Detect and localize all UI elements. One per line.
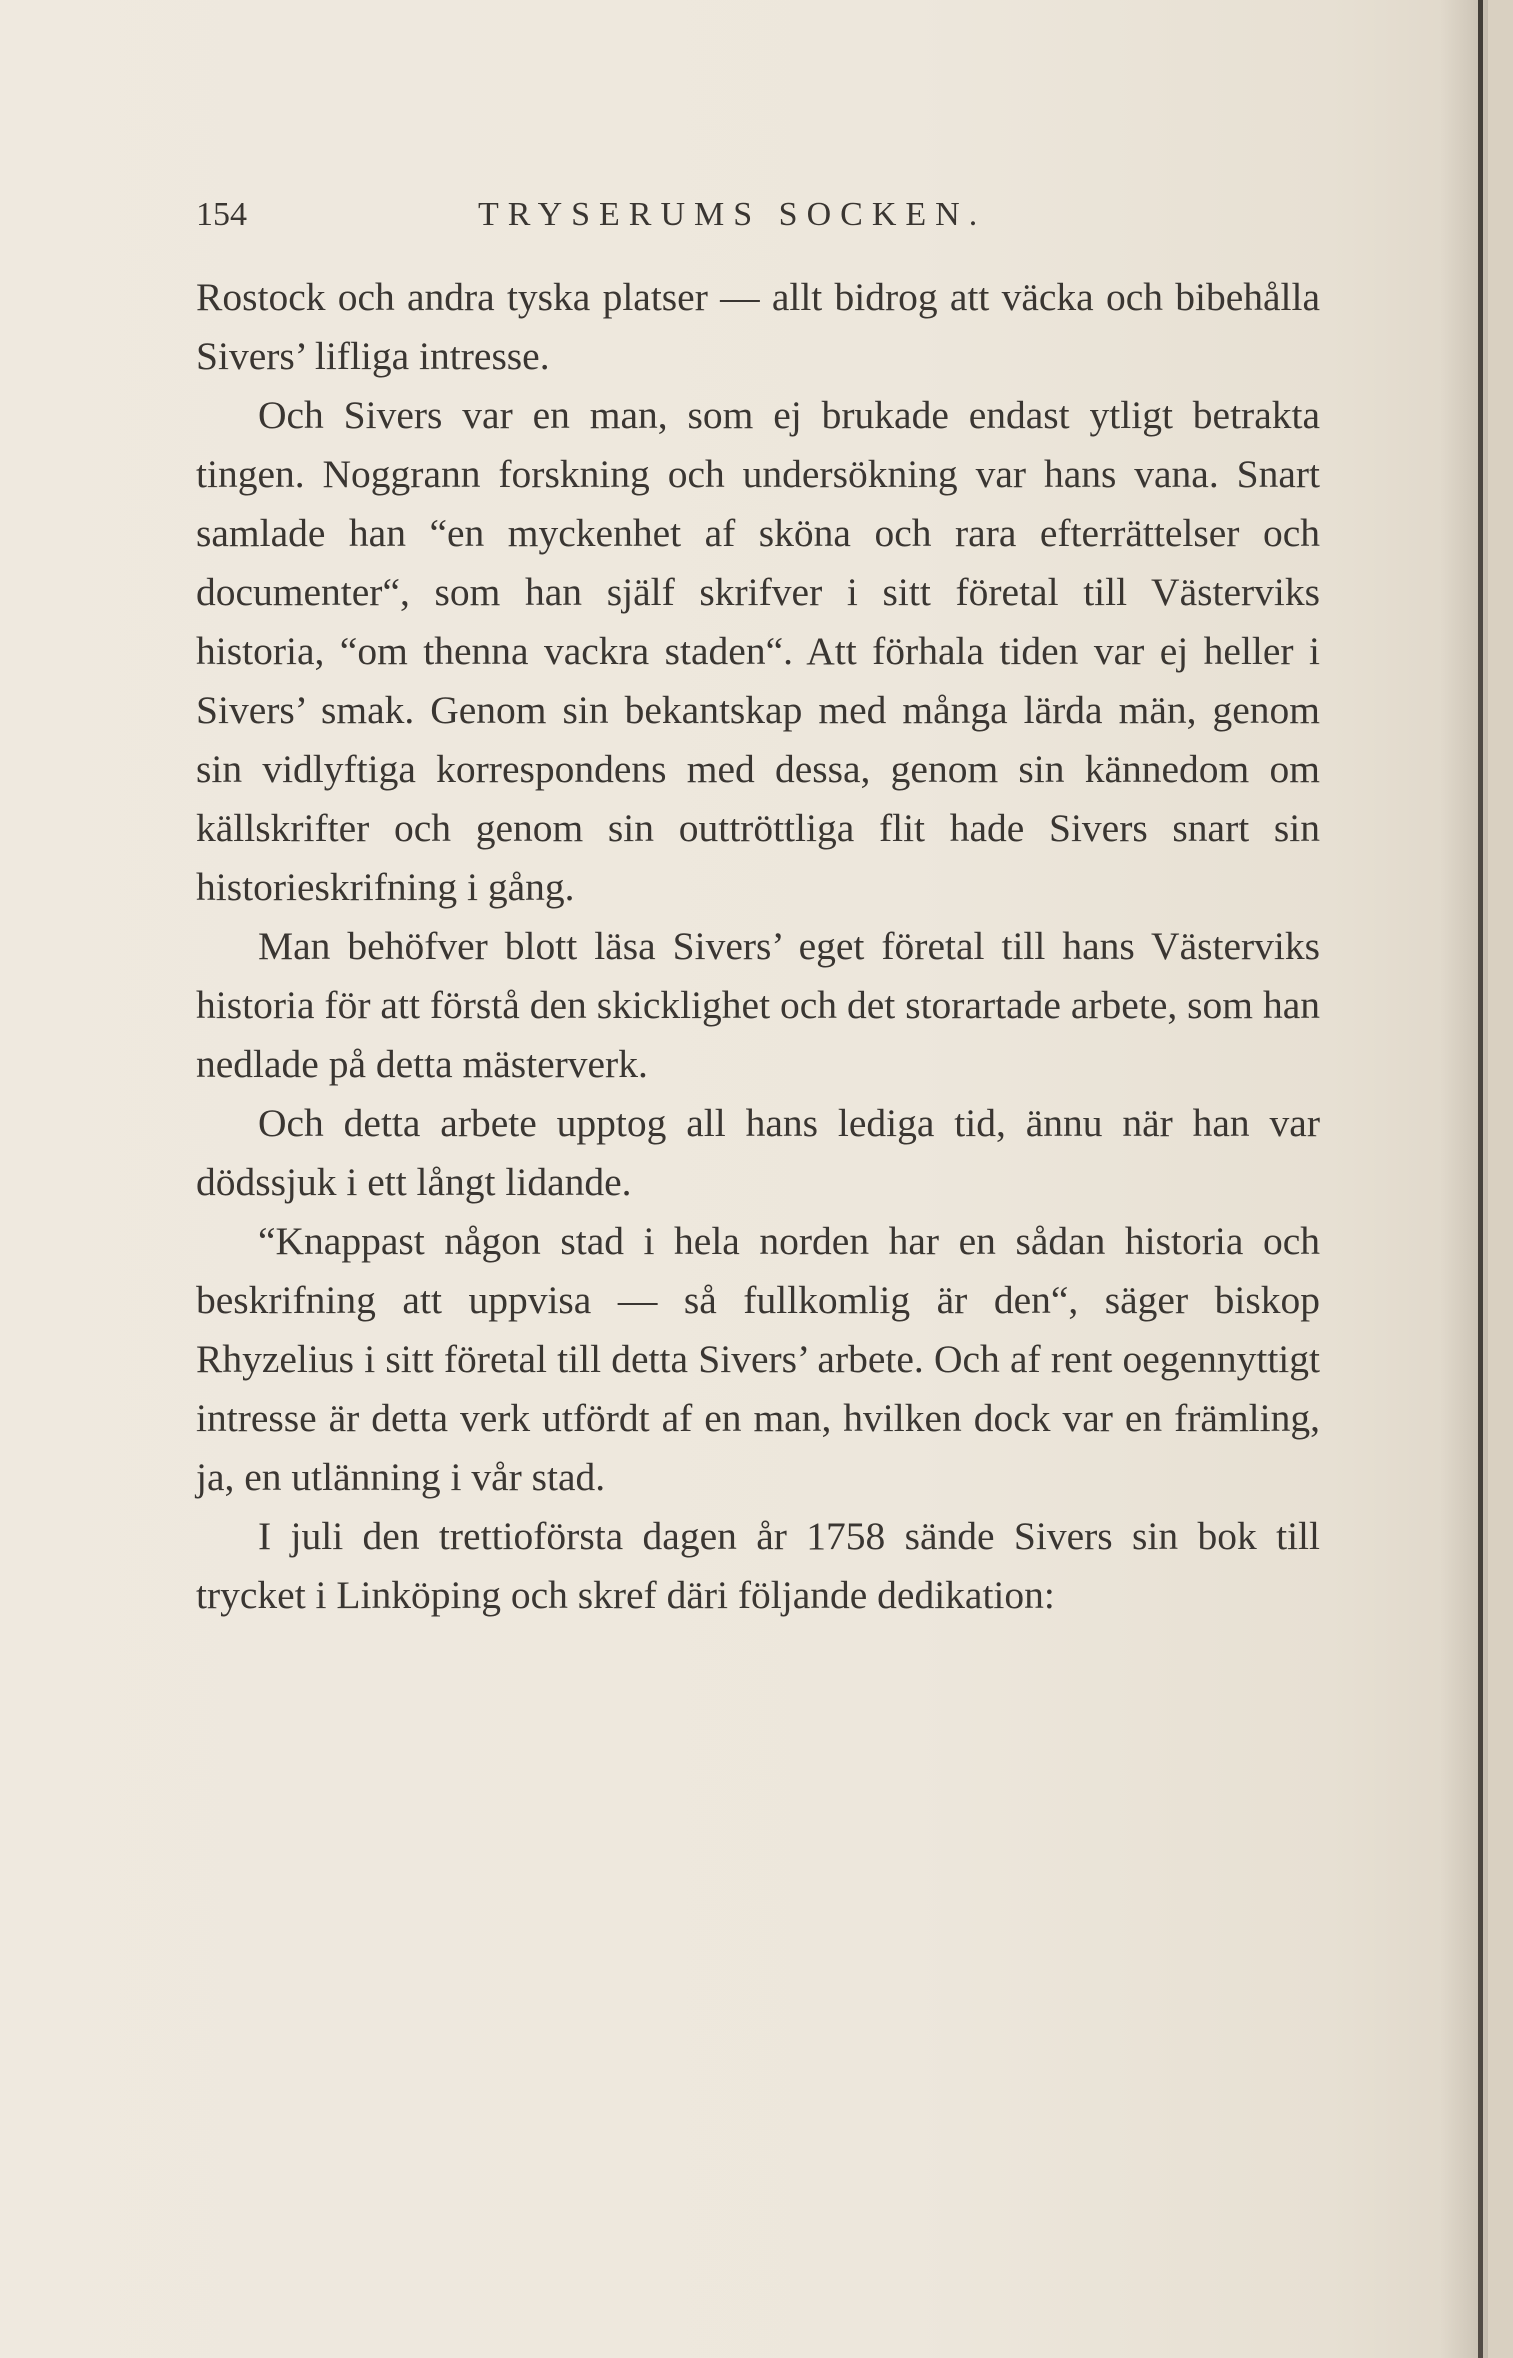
paragraph: I juli den trettioförsta dagen år 1758 sände Sivers sin bok till trycket i Linköping och skref däri följande dedikation: xyxy=(196,1514,1320,1617)
running-title: TRYSERUMS SOCKEN. xyxy=(478,196,987,233)
paragraph: Och detta arbete upptog all hans lediga tid, ännu när han var dödssjuk i ett långt lidande. xyxy=(196,1101,1320,1204)
paragraph: Och Sivers var en man, som ej brukade endast ytligt betrakta tingen. Noggrann forskning och undersökning var hans vana. Snart samlade han “en myckenhet af sköna och rara efterrättelser och documenter“, som han själf skrifver i sitt företal till Västerviks historia, “om thenna vackra staden“. Att förhala tiden var ej heller i Sivers’ smak. Genom sin bekantskap med många lärda män, genom sin vidlyftiga korrespondens med dessa, genom sin kännedom om källskrifter och genom sin outtröttliga flit hade Sivers snart sin historieskrifning i gång. xyxy=(196,393,1320,909)
body-text xyxy=(196,268,1320,1625)
binding-edge xyxy=(1478,0,1483,2358)
paragraph: “Knappast någon stad i hela norden har en sådan historia och beskrifning att uppvisa — så fullkomlig är den“, säger biskop Rhyzelius i sitt företal till detta Sivers’ arbete. Och af rent oegennyttigt intresse är detta verk utfördt af en man, hvilken dock var en främling, ja, en utlänning i vår stad. xyxy=(196,1219,1320,1499)
page-number: 154 xyxy=(196,196,247,233)
running-head xyxy=(196,196,1316,244)
paragraph: Man behöfver blott läsa Sivers’ eget företal till hans Västerviks historia för att förstå den skicklighet och det storartade arbete, som han nedlade på detta mästerverk. xyxy=(196,924,1320,1086)
paragraph: Rostock och andra tyska platser — allt bidrog att väcka och bibehålla Sivers’ lifliga intresse. xyxy=(196,275,1320,378)
page-edge xyxy=(1488,0,1513,2358)
